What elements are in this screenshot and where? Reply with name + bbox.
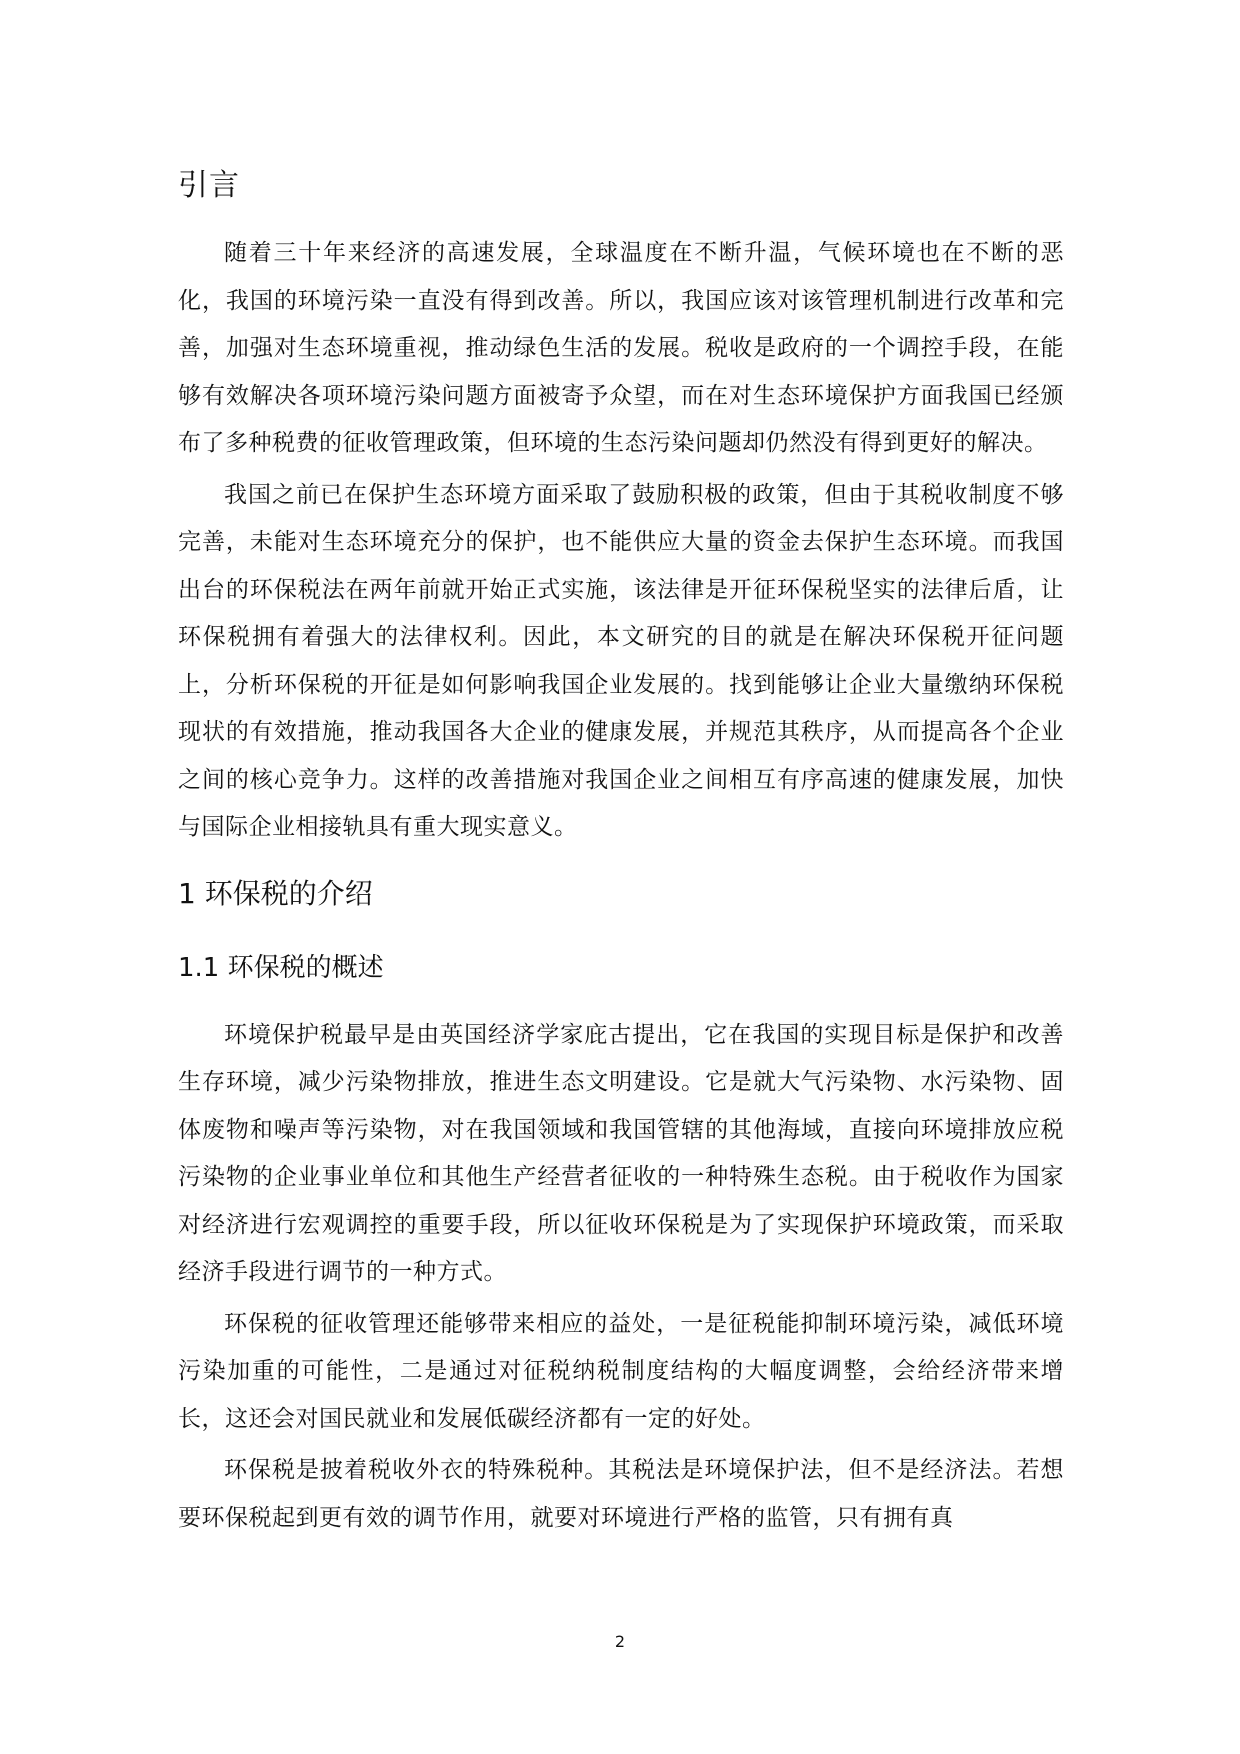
chapter-1-heading: 1 环保税的介绍 — [178, 876, 373, 910]
page-content — [178, 166, 1064, 1546]
section-1-1-paragraph-3: 环保税是披着税收外衣的特殊税种。其税法是环境保护法，但不是经济法。若想要环保税起到更有效的调节作用，就要对环境进行严格的监管，只有拥有真 — [178, 1457, 1064, 1531]
intro-paragraph-1: 随着三十年来经济的高速发展，全球温度在不断升温，气候环境也在不断的恶化，我国的环境污染一直没有得到改善。所以，我国应该对该管理机制进行改革和完善，加强对生态环境重视，推动绿色生活的发展。税收是政府的一个调控手段，在能够有效解决各项环境污染问题方面被寄予众望，而在对生态环境保护方面我国已经颁布了多种税费的征收管理政策，但环境的生态污染问题却仍然没有得到更好的解决。 — [178, 240, 1064, 456]
intro-heading: 引言 — [178, 168, 240, 203]
section-1-1-paragraph-2: 环保税的征收管理还能够带来相应的益处，一是征税能抑制环境污染，减低环境污染加重的可能性，二是通过对征税纳税制度结构的大幅度调整，会给经济带来增长，这还会对国民就业和发展低碳经济都有一定的好处。 — [178, 1310, 1064, 1432]
intro-paragraph-2: 我国之前已在保护生态环境方面采取了鼓励积极的政策，但由于其税收制度不够完善，未能对生态环境充分的保护，也不能供应大量的资金去保护生态环境。而我国出台的环保税法在两年前就开始正式实施，该法律是开征环保税坚实的法律后盾，让环保税拥有着强大的法律权利。因此，本文研究的目的就是在解决环保税开征问题上，分析环保税的开征是如何影响我国企业发展的。找到能够让企业大量缴纳环保税现状的有效措施，推动我国各大企业的健康发展，并规范其秩序，从而提高各个企业之间的核心竞争力。这样的改善措施对我国企业之间相互有序高速的健康发展，加快与国际企业相接轨具有重大现实意义。 — [178, 481, 1064, 840]
section-1-1-paragraph-1: 环境保护税最早是由英国经济学家庇古提出，它在我国的实现目标是保护和改善生存环境，减少污染物排放，推进生态文明建设。它是就大气污染物、水污染物、固体废物和噪声等污染物，对在我国领域和我国管辖的其他海域，直接向环境排放应税污染物的企业事业单位和其他生产经营者征收的一种特殊生态税。由于税收作为国家对经济进行宏观调控的重要手段，所以征收环保税是为了实现保护环境政策，而采取经济手段进行调节的一种方式。 — [178, 1021, 1064, 1285]
section-1-1-heading: 1.1 环保税的概述 — [178, 952, 384, 983]
page-number: 2 — [614, 1632, 626, 1651]
